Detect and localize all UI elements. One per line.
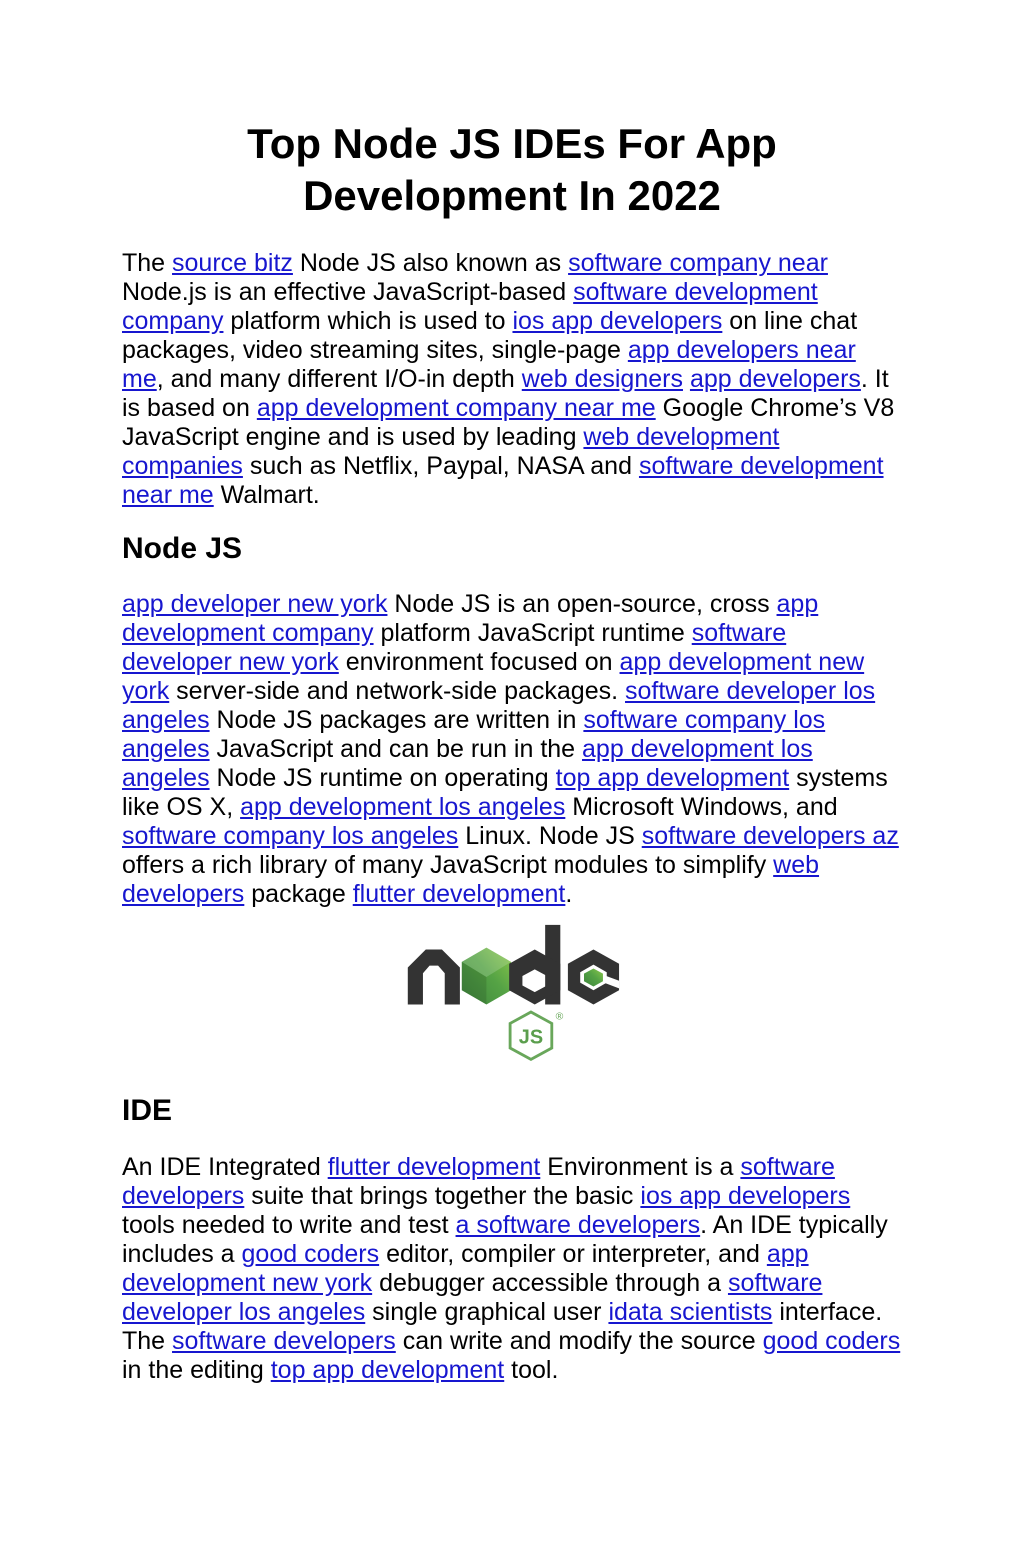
text-run: tool. [504,1356,559,1384]
text-link[interactable]: app development los angeles [122,735,813,792]
text-run: offers a rich library of many JavaScript modules to simplify [122,851,774,879]
document-page [0,118,1024,1566]
text-link[interactable]: web development companies [122,423,780,480]
text-run [683,365,690,393]
text-run: in the editing [122,1356,271,1384]
text-run: debugger accessible through a [372,1269,728,1297]
page-title-line-2: Development In 2022 [303,172,721,219]
text-link[interactable]: app development los angeles [240,793,566,821]
text-link[interactable]: top app development [555,764,790,792]
text-link[interactable]: app developers near me [122,336,856,393]
text-link[interactable]: software company los angeles [122,706,826,763]
text-link[interactable]: app development new york [122,648,865,705]
text-link[interactable]: software development company [122,278,818,335]
text-run: single graphical user [365,1298,609,1326]
ide-paragraph [122,1153,902,1385]
text-link[interactable]: app developers [689,365,861,393]
text-run: The [122,249,173,277]
registered-trademark-mark: ® [555,1011,564,1023]
text-link[interactable]: app development new york [122,1240,809,1297]
text-link[interactable]: web designers [521,365,683,393]
text-link[interactable]: software developers [172,1327,396,1355]
section-heading-ide: IDE [122,1094,173,1127]
text-link[interactable]: flutter development [327,1153,541,1181]
text-run: . [565,880,573,908]
text-run: Environment is a [540,1153,741,1181]
text-run: environment focused on [338,648,620,676]
text-run: can write and modify the source [395,1327,763,1355]
text-run: Walmart. [213,481,320,509]
text-run: Node JS also known as [292,249,569,277]
text-run: Node.js is an effective JavaScript-based [122,278,574,306]
text-run: . An IDE typically includes a [122,1211,888,1268]
text-link[interactable]: ios app developers [640,1182,851,1210]
text-link[interactable]: idata scientists [608,1298,773,1326]
text-run: Google Chrome’s V8 JavaScript engine and is used by leading [122,394,895,451]
text-run: Node JS is an open-source, cross [387,590,777,618]
text-link[interactable]: web developers [122,851,820,908]
text-run: interface. The [122,1298,883,1355]
text-run: Linux. Node JS [458,822,642,850]
nodejs-js-badge [510,1012,563,1060]
intro-paragraph [122,249,902,510]
text-link[interactable]: software developers az [641,822,899,850]
text-link[interactable]: software developer new york [122,619,787,676]
text-link[interactable]: a software developers [455,1211,701,1239]
text-link[interactable]: good coders [762,1327,901,1355]
text-link[interactable]: software company near [568,249,828,277]
text-run: such as Netflix, Paypal, NASA and [242,452,639,480]
text-link[interactable]: software developer los angeles [122,1269,823,1326]
wordmark-letter-e [568,950,619,1005]
js-badge-text: JS [518,1026,544,1049]
section-heading-node-js: Node JS [122,532,243,565]
text-link[interactable]: source bitz [172,249,293,277]
text-run: platform which is used to [223,307,513,335]
text-link[interactable]: app development company near me [256,394,656,422]
text-link[interactable]: software development near me [122,452,884,509]
text-run: An IDE Integrated [122,1153,328,1181]
text-link[interactable]: app developer new york [122,590,388,618]
node-js-paragraph [122,590,902,909]
text-run: systems like OS X, [122,764,888,821]
text-run: on line chat packages, video streaming sites, single-page [122,307,858,364]
text-link[interactable]: good coders [241,1240,380,1268]
text-link[interactable]: ios app developers [512,307,723,335]
page-title-line-1: Top Node JS IDEs For App [247,120,777,167]
nodejs-logo-container [122,923,902,1072]
wordmark-letter-d [509,925,560,1005]
text-link[interactable]: top app development [270,1356,505,1384]
page-title [122,118,902,222]
text-run: package [244,880,353,908]
text-link[interactable]: app development company [122,590,819,647]
text-run: platform JavaScript runtime [373,619,692,647]
text-run: . It is based on [122,365,889,422]
text-run: Node JS packages are written in [209,706,584,734]
text-run: , and many different I/O-in depth [156,365,522,393]
nodejs-logo-wordmark [408,925,619,1005]
text-run: editor, compiler or interpreter, and [379,1240,767,1268]
wordmark-letter-n [408,950,460,1005]
text-link[interactable]: software company los angeles [122,822,459,850]
text-run: Node JS runtime on operating [209,764,556,792]
text-link[interactable]: flutter development [352,880,566,908]
text-run: server-side and network-side packages. [169,677,626,705]
text-link[interactable]: software developer los angeles [122,677,876,734]
text-run: tools needed to write and test [122,1211,456,1239]
text-run: Microsoft Windows, and [565,793,838,821]
nodejs-logo [403,923,621,1067]
text-run: suite that brings together the basic [244,1182,641,1210]
text-link[interactable]: software developers [122,1153,835,1210]
text-run: JavaScript and can be run in the [209,735,583,763]
nodejs-hexagon-icon [462,948,511,1005]
